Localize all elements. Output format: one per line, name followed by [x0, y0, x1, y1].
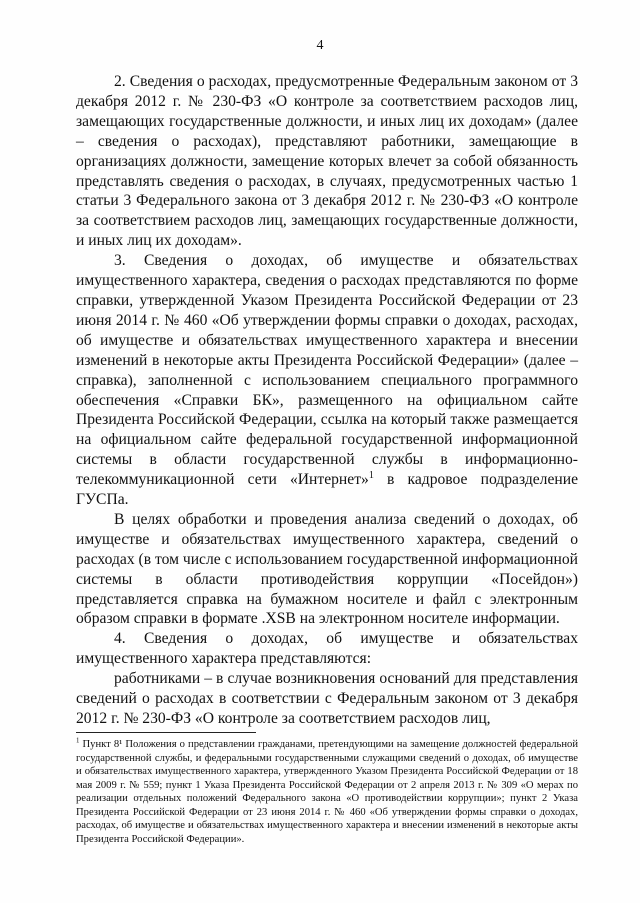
page-number: 4: [316, 38, 324, 53]
paragraph-3-continued: В целях обработки и проведения анализа сведений о доходах, об имуществе и обязательствах имущественного характера, сведений о расходах (в том числе с использованием государственной информационной системы в области противодействия коррупции «Посейдон») представляется справка на бумажном носителе и файл с электронным образом справки в формате .XSB на электронном носителе информации.: [76, 510, 578, 628]
paragraph-4: 4. Сведения о доходах, об имуществе и обязательствах имущественного характера представляются:: [76, 630, 578, 668]
footnote: [76, 738, 578, 846]
document-body: [76, 72, 578, 729]
footnote-body: Пункт 8¹ Положения о представлении гражданами, претендующими на замещение должностей федеральной государственной службы, и федеральными государственными служащими сведений о доходах, об имуществе и обязательствах имущественного характера, утвержденного Указом Президента Российской Федерации от 18 мая 2009 г. № 559; пункт 1 Указа Президента Российской Федерации от 2 апреля 2013 г. № 309 «О мерах по реализации отдельных положений Федерального закона «О противодействии коррупции»; пункт 2 Указа Президента Российской Федерации от 23 июня 2014 г. № 460 «Об утверждении формы справки о доходах, расходах, об имуществе и обязательствах имущественного характера и внесении изменений в некоторые акты Президента Российской Федерации».: [76, 739, 578, 845]
paragraph-3-tail: в кадровое подразделение ГУСПа.: [76, 471, 578, 509]
footnote-reference: 1: [368, 469, 374, 481]
paragraph-2: 2. Сведения о расходах, предусмотренные Федеральным законом от 3 декабря 2012 г. № 230-ФЗ «О контроле за соответствием расходов лиц, замещающих государственные должности, и иных лиц их доходам» (далее – сведения о расходах), представляют работники, замещающие в организациях должности, замещение которых влечет за собой обязанность представлять сведения о расходах, в случаях, предусмотренных частью 1 статьи 3 Федерального закона от 3 декабря 2012 г. № 230-ФЗ «О контроле за соответствием расходов лиц, замещающих государственные должности, и иных лиц их доходам».: [76, 73, 578, 250]
paragraph-3: [76, 251, 578, 510]
footnote-separator: [76, 732, 256, 733]
footnote-text: [76, 738, 578, 846]
paragraph-4-workers: работниками – в случае возникновения оснований для представления сведений о расходах в соответствии с Федеральным законом от 3 декабря 2012 г. № 230-ФЗ «О контроле за соответствием расходов лиц,: [76, 670, 578, 727]
footnote-marker: 1: [76, 737, 80, 745]
paragraph-3-text: 3. Сведения о доходах, об имуществе и обязательствах имущественного характера, сведения о расходах представляются по форме справки, утвержденной Указом Президента Российской Федерации от 23 июня 2014 г. № 460 «Об утверждении формы справки о доходах, расходах, об имуществе и обязательствах имущественного характера и внесении изменений в некоторые акты Президента Российской Федерации» (далее – справка), заполненной с использованием специального программного обеспечения «Справки БК», размещенного на официальном сайте Президента Российской Федерации, ссылка на который также размещается на официальном сайте федеральной государственной информационной системы в области государственной службы в информационно-телекоммуникационной сети «Интернет»: [76, 252, 578, 489]
